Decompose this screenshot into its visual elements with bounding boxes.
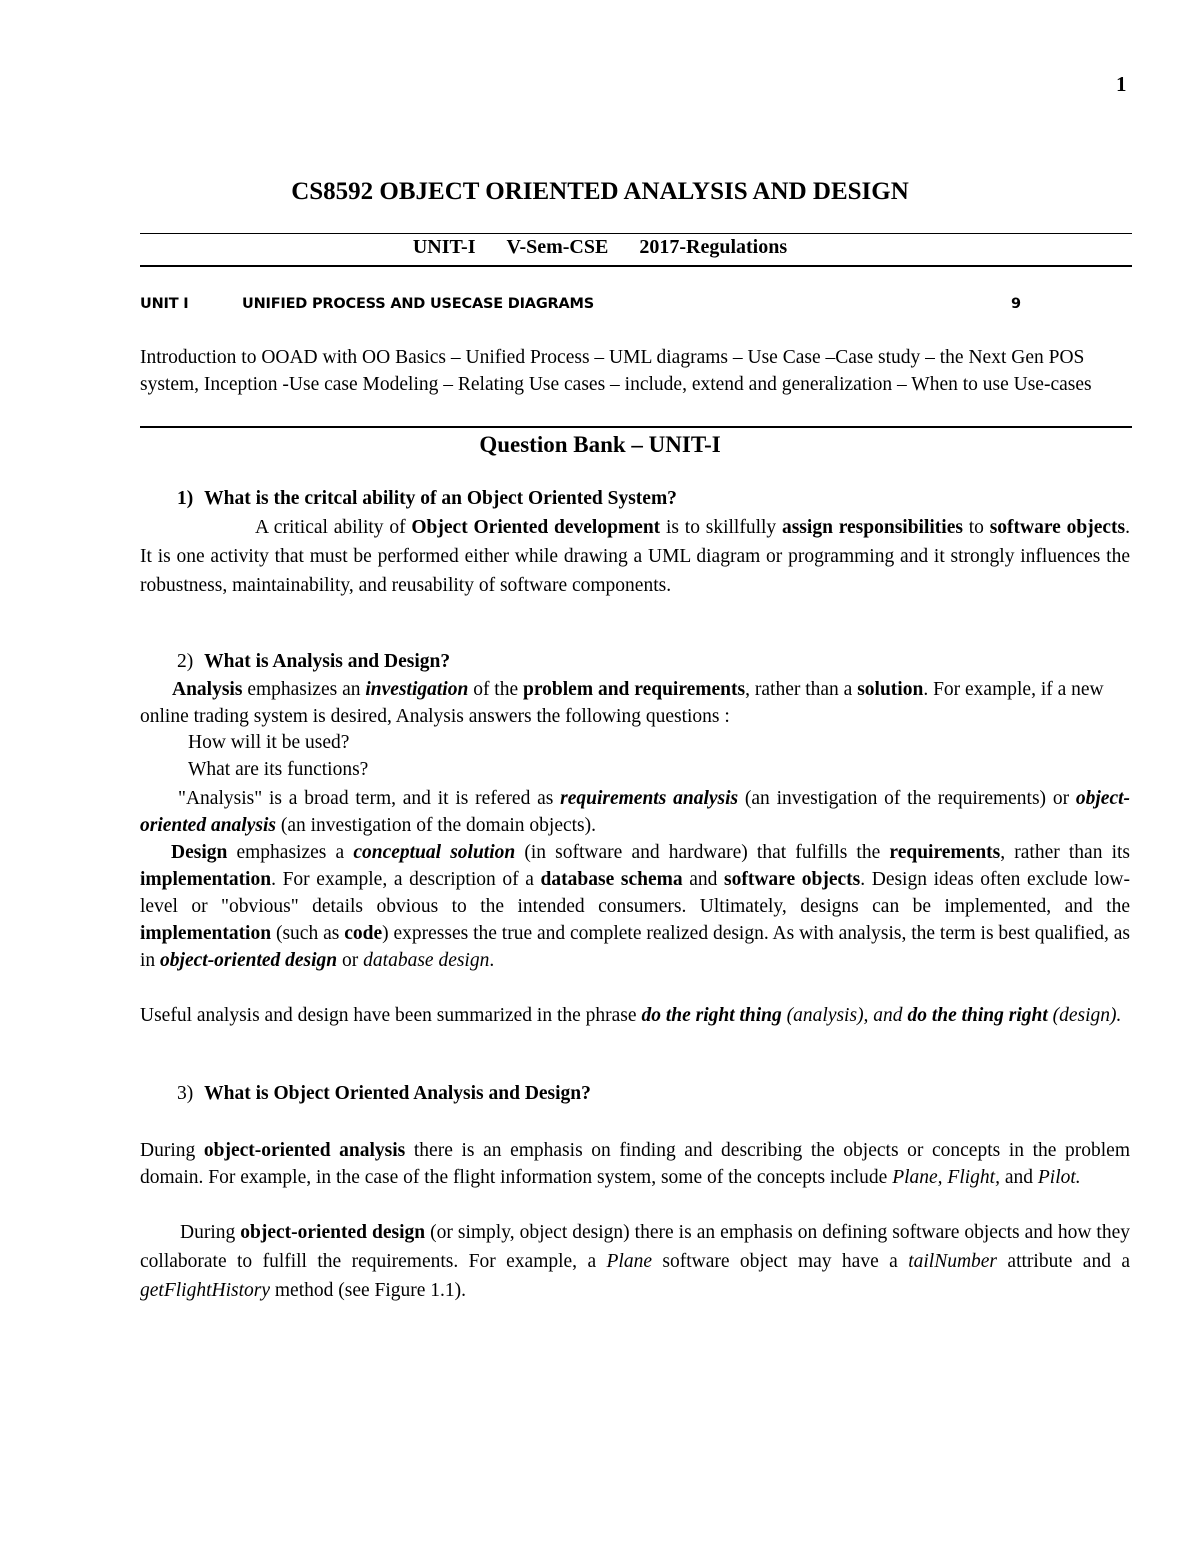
- unit-name: UNIFIED PROCESS AND USECASE DIAGRAMS: [242, 296, 594, 312]
- text-run: conceptual solution: [353, 842, 516, 863]
- text-run: object-oriented analysis: [140, 788, 1131, 836]
- text-run: implementation: [140, 869, 272, 890]
- text-run: code: [344, 923, 383, 944]
- text-run: database design: [363, 950, 490, 971]
- question-bank-title: Question Bank – UNIT-I: [479, 432, 721, 457]
- text-run: assign responsibilities: [781, 517, 963, 538]
- text-run: database schema: [540, 869, 683, 890]
- question-3-number: 3): [177, 1083, 194, 1104]
- text-run: Object Oriented development: [411, 517, 661, 538]
- page-number: 1: [1116, 72, 1127, 96]
- question-1: [177, 488, 677, 510]
- text-run: and: [999, 1167, 1038, 1188]
- text-run: requirements analysis: [560, 788, 739, 809]
- text-run: to: [962, 517, 990, 538]
- answer-2-analysis-term: [140, 785, 1130, 839]
- text-run: (or simply, object design) there is an emphasis on defining software objects and how they collaborate to fulfill the requirements. For example, a: [140, 1222, 1130, 1272]
- text-run: Plane, Flight,: [892, 1167, 1000, 1188]
- text-run: requirements: [889, 842, 1001, 863]
- text-run: Design: [171, 842, 228, 863]
- question-2-number: 2): [177, 651, 194, 672]
- text-run: investigation: [365, 679, 469, 700]
- divider-top: [140, 233, 1132, 234]
- divider-subtitle: [140, 265, 1132, 267]
- text-run: Analysis: [172, 679, 243, 700]
- text-run: software objects: [724, 869, 861, 890]
- divider-syllabus: [140, 426, 1132, 428]
- analysis-question-1: How will it be used?: [188, 732, 350, 753]
- text-run: getFlightHistory: [140, 1280, 270, 1301]
- text-run: attribute and a: [997, 1251, 1130, 1272]
- text-run: . For example, a description of a: [271, 869, 541, 890]
- question-3-text: What is Object Oriented Analysis and Design?: [204, 1083, 591, 1104]
- answer-3-analysis: [140, 1137, 1130, 1191]
- text-run: (such as: [271, 923, 345, 944]
- text-run: Plane: [606, 1251, 652, 1272]
- text-run: tailNumber: [908, 1251, 998, 1272]
- text-run: do the thing right: [907, 1005, 1048, 1026]
- text-run: (analysis), and: [781, 1005, 908, 1026]
- unit-label: UNIT I: [140, 296, 189, 312]
- subtitle-unit: UNIT-I: [412, 236, 476, 258]
- answer-2-summary: [140, 1000, 1130, 1032]
- text-run: , rather than a: [745, 679, 858, 700]
- subtitle-regulations: 2017-Regulations: [639, 236, 788, 258]
- answer-2-analysis: [140, 676, 1130, 730]
- text-run: . Design ideas often exclude low-level or "obvious" details obvious to the intended consumers. Ultimately, designs can be implemented, and the: [140, 869, 1130, 917]
- text-run: and: [682, 869, 724, 890]
- syllabus-text: Introduction to OOAD with OO Basics – Unified Process – UML diagrams – Use Case –Case study – the Next Gen POS system, Inception -Use case Modeling – Relating Use cases – include, extend and generalization – When to use Use-cases: [140, 347, 1092, 395]
- text-run: object-oriented design: [160, 950, 338, 971]
- unit-hours: 9: [1011, 296, 1021, 312]
- text-run: there is an emphasis on finding and describing the objects or concepts in the problem domain. For example, in the case of the flight information system, some of the concepts include: [140, 1140, 1131, 1188]
- text-run: do the right thing: [641, 1005, 782, 1026]
- text-run: "Analysis" is a broad term, and it is refered as: [178, 788, 561, 809]
- question-2: [177, 651, 450, 673]
- subtitle: [0, 236, 1200, 259]
- text-run: During: [140, 1140, 204, 1161]
- answer-1: [140, 513, 1130, 600]
- text-run: or: [337, 950, 364, 971]
- subtitle-semester: V-Sem-CSE: [506, 236, 609, 258]
- text-run: (design).: [1047, 1005, 1122, 1026]
- text-run: (an investigation of the requirements) or: [738, 788, 1076, 809]
- question-1-text: What is the critcal ability of an Object Oriented System?: [204, 488, 677, 509]
- text-run: .: [489, 950, 495, 971]
- text-run: Pilot.: [1037, 1167, 1081, 1188]
- text-run: ) expresses the true and complete realized design. As with analysis, the term is best qualified, as in: [140, 923, 1131, 971]
- text-run: A critical ability of: [255, 517, 412, 538]
- text-run: software objects: [989, 517, 1126, 538]
- text-run: , rather than its: [1000, 842, 1131, 863]
- question-3: [177, 1083, 591, 1105]
- answer-2-design: [140, 839, 1130, 974]
- text-run: . It is one activity that must be performed either while drawing a UML diagram or programming and it strongly influences the robustness, maintainability, and reusability of software components.: [140, 517, 1130, 596]
- answer-3-design: [140, 1218, 1130, 1305]
- text-run: of the: [468, 679, 524, 700]
- analysis-question-2: What are its functions?: [188, 759, 369, 780]
- text-run: Useful analysis and design have been summarized in the phrase: [140, 1005, 642, 1026]
- text-run: is to skillfully: [660, 517, 782, 538]
- text-run: implementation: [140, 923, 272, 944]
- question-2-text: What is Analysis and Design?: [204, 651, 451, 672]
- text-run: During: [180, 1222, 241, 1243]
- question-1-number: 1): [177, 488, 194, 509]
- document-title: CS8592 OBJECT ORIENTED ANALYSIS AND DESIGN: [291, 178, 909, 205]
- text-run: emphasizes a: [227, 842, 354, 863]
- text-run: (in software and hardware) that fulfills the: [515, 842, 890, 863]
- text-run: object-oriented analysis: [203, 1140, 406, 1161]
- text-run: problem and requirements: [523, 679, 746, 700]
- text-run: method (see Figure 1.1).: [270, 1280, 467, 1301]
- text-run: object-oriented design: [240, 1222, 426, 1243]
- text-run: emphasizes an: [242, 679, 366, 700]
- text-run: solution: [857, 679, 924, 700]
- text-run: . For example, if a new online trading system is desired, Analysis answers the following questions :: [140, 679, 1104, 727]
- text-run: software object may have a: [652, 1251, 909, 1272]
- text-run: (an investigation of the domain objects).: [275, 815, 597, 836]
